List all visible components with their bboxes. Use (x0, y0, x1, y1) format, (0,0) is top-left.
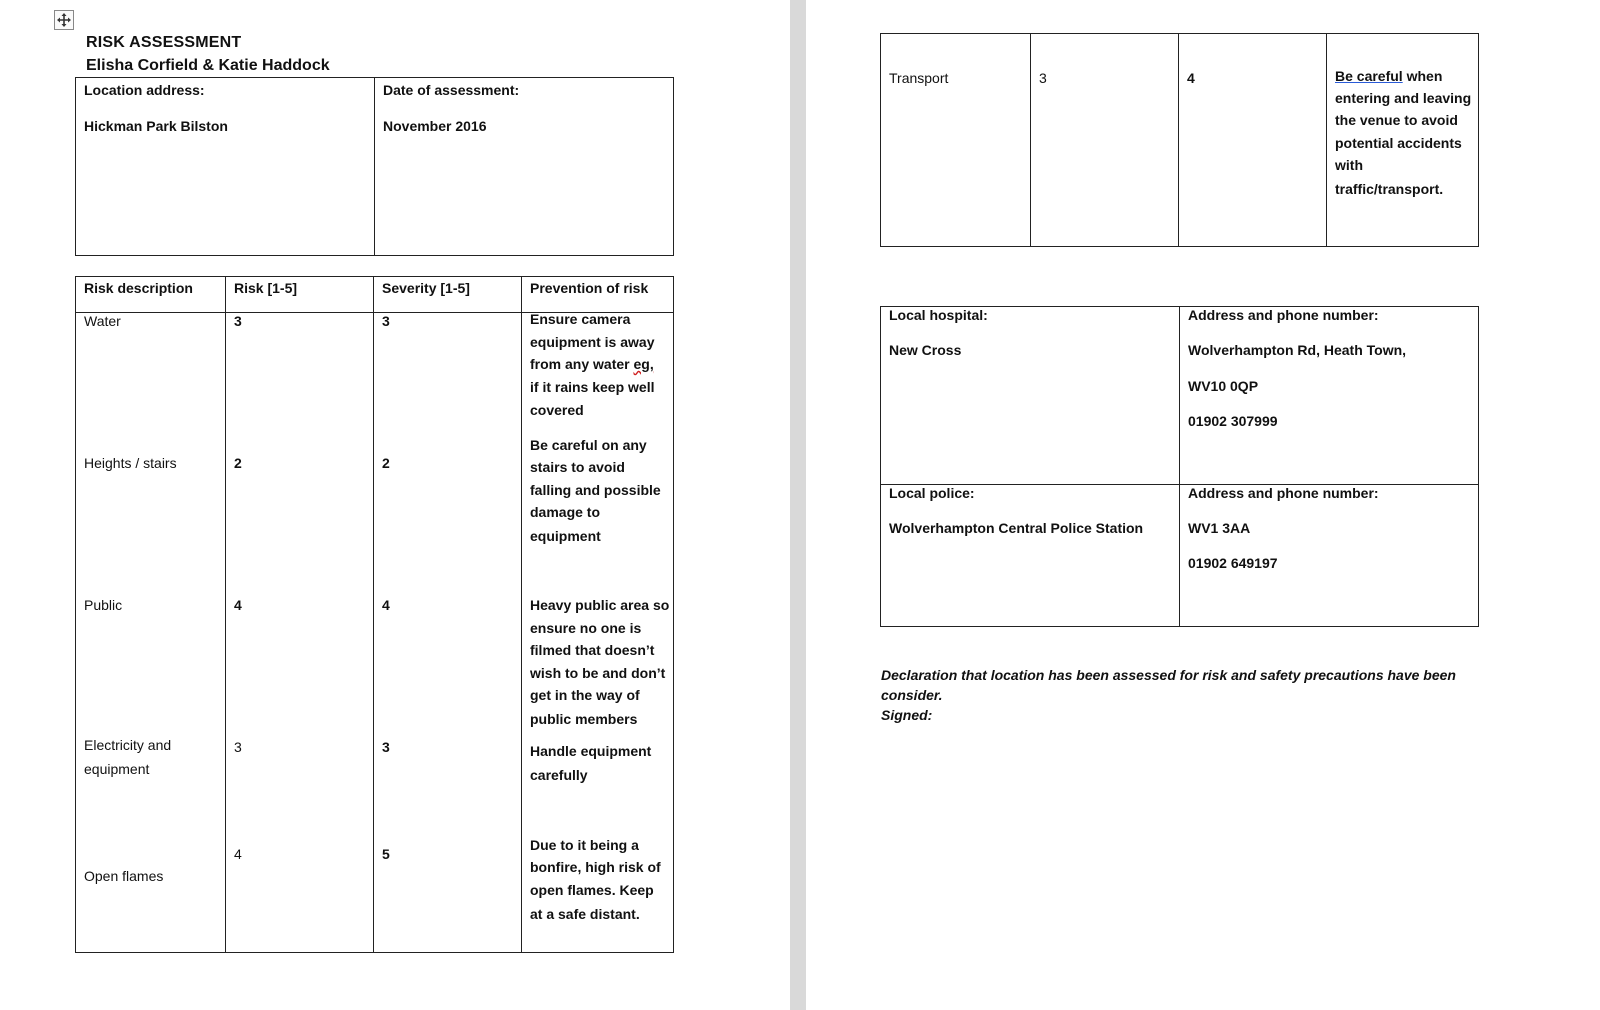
header-prevention: Prevention of risk (522, 277, 674, 313)
severity-value-transport-cell[interactable] (1179, 34, 1327, 247)
prevention-transport-line: the venue to avoid (1335, 112, 1458, 128)
prevention-electricity-line: Handle equipment (530, 743, 652, 759)
severity-value-open-flames: 5 (382, 846, 390, 862)
prevention-flames-line: bonfire, high risk of (530, 859, 661, 875)
spelling-error-eg[interactable]: eg, (633, 356, 654, 372)
prevention-public-line: ensure no one is (530, 620, 642, 636)
prevention-flames-line: Due to it being a (530, 837, 639, 853)
risk-value-transport-cell[interactable] (1031, 34, 1179, 247)
location-table (75, 77, 674, 256)
signed-label: Signed: (881, 707, 933, 723)
document-title: RISK ASSESSMENT (86, 34, 242, 51)
prevention-transport-line: Be careful when (1335, 68, 1443, 84)
hospital-row (881, 307, 1479, 485)
risk-table-continued (880, 33, 1479, 247)
risk-desc-public: Public (84, 597, 123, 613)
assessment-date-cell[interactable] (375, 78, 674, 256)
assessment-date-label: Date of assessment: (383, 82, 520, 98)
document-page-left (0, 0, 790, 1010)
prevention-heights-line: stairs to avoid (530, 459, 625, 475)
severity-value-electricity: 3 (382, 739, 390, 755)
severity-value-public: 4 (382, 597, 390, 613)
risk-description-cell[interactable] (76, 313, 226, 953)
severity-cell[interactable] (374, 313, 522, 953)
prevention-cell[interactable] (522, 313, 674, 953)
prevention-heights-line: damage to (530, 504, 601, 520)
police-row (881, 485, 1479, 627)
police-label: Local police: (889, 485, 975, 501)
page-gap-divider (790, 0, 806, 1010)
prevention-water-line: if it rains keep well (530, 379, 655, 395)
prevention-heights-line: falling and possible (530, 482, 661, 498)
hospital-label: Local hospital: (889, 307, 988, 323)
prevention-public-line: Heavy public area so (530, 597, 670, 613)
prevention-electricity-line: carefully (530, 767, 588, 783)
risk-value-water: 3 (234, 313, 242, 329)
table-move-handle[interactable] (54, 10, 74, 30)
prevention-water-line: from any water eg, (530, 356, 654, 372)
severity-value-heights: 2 (382, 455, 390, 471)
document-authors: Elisha Corfield & Katie Haddock (86, 57, 330, 74)
document-page-right (806, 0, 1600, 1010)
risk-value-public: 4 (234, 597, 242, 613)
grammar-flag-be-careful[interactable]: Be careful (1335, 68, 1403, 84)
risk-desc-heights: Heights / stairs (84, 455, 177, 471)
risk-desc-transport: Transport (889, 70, 949, 86)
prevention-flames-line: open flames. Keep (530, 882, 654, 898)
prevention-flames-line: at a safe distant. (530, 906, 640, 922)
location-address-cell[interactable] (76, 78, 375, 256)
declaration-block (881, 665, 1491, 725)
police-cell[interactable] (881, 485, 1180, 627)
risk-value-heights: 2 (234, 455, 242, 471)
risk-rating-cell[interactable] (226, 313, 374, 953)
header-risk-rating: Risk [1-5] (226, 277, 374, 313)
risk-value-open-flames: 4 (234, 846, 242, 862)
police-phone: 01902 649197 (1188, 555, 1278, 571)
header-severity: Severity [1-5] (374, 277, 522, 313)
declaration-text: Declaration that location has been assessed for risk and safety precautions have been consider. (881, 667, 1456, 703)
prevention-transport-line: traffic/transport. (1335, 181, 1444, 197)
prevention-heights-line: Be careful on any (530, 437, 647, 453)
severity-value-transport: 4 (1187, 70, 1195, 86)
move-icon (57, 13, 71, 27)
prevention-transport-cell[interactable] (1327, 34, 1479, 247)
police-postcode: WV1 3AA (1188, 520, 1251, 536)
prevention-public-line: public members (530, 711, 638, 727)
header-risk-description: Risk description (76, 277, 226, 313)
prevention-water-line: equipment is away (530, 334, 655, 350)
hospital-address-line: Wolverhampton Rd, Heath Town, (1188, 342, 1407, 358)
prevention-water-line: covered (530, 402, 584, 418)
prevention-heights-line: equipment (530, 528, 601, 544)
police-address-cell[interactable] (1180, 485, 1479, 627)
prevention-public-line: filmed that doesn’t (530, 642, 655, 658)
risk-row-transport (881, 34, 1479, 247)
risk-desc-electricity-line1: Electricity and (84, 737, 172, 753)
risk-value-transport: 3 (1039, 70, 1047, 86)
risk-value-electricity: 3 (234, 739, 242, 755)
hospital-address-label: Address and phone number: (1188, 307, 1379, 323)
hospital-cell[interactable] (881, 307, 1180, 485)
hospital-postcode: WV10 0QP (1188, 378, 1259, 394)
hospital-phone: 01902 307999 (1188, 413, 1278, 429)
risk-desc-open-flames: Open flames (84, 868, 164, 884)
risk-table-body-row (76, 313, 674, 953)
prevention-transport-line: with (1335, 157, 1363, 173)
location-address-value: Hickman Park Bilston (84, 118, 228, 134)
hospital-address-cell[interactable] (1180, 307, 1479, 485)
hospital-name: New Cross (889, 342, 962, 358)
prevention-transport-line: potential accidents (1335, 135, 1462, 151)
prevention-public-line: get in the way of (530, 687, 640, 703)
assessment-date-value: November 2016 (383, 118, 487, 134)
contacts-table (880, 306, 1479, 627)
police-address-label: Address and phone number: (1188, 485, 1379, 501)
police-name: Wolverhampton Central Police Station (889, 520, 1144, 536)
severity-value-water: 3 (382, 313, 390, 329)
prevention-public-line: wish to be and don’t (530, 665, 666, 681)
prevention-transport-line: entering and leaving (1335, 90, 1472, 106)
location-address-label: Location address: (84, 82, 205, 98)
risk-desc-electricity-line2: equipment (84, 761, 150, 777)
risk-desc-water: Water (84, 313, 121, 329)
risk-desc-transport-cell[interactable] (881, 34, 1031, 247)
risk-table (75, 276, 674, 953)
prevention-water-line: Ensure camera (530, 311, 631, 327)
